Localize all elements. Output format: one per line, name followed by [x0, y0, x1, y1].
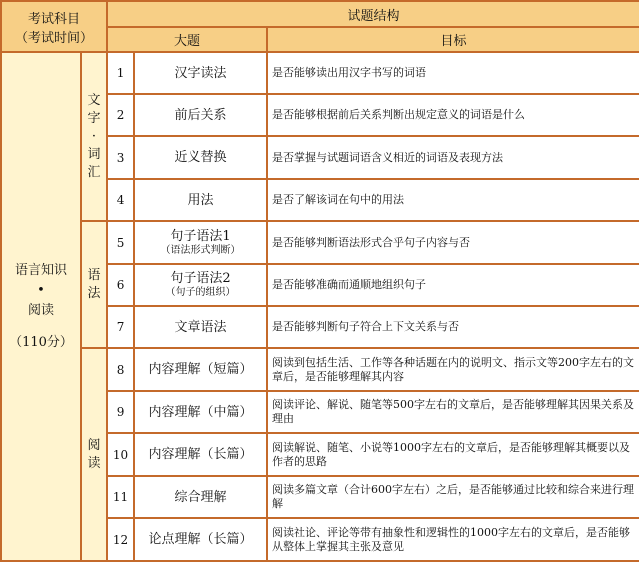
question-number: 3 — [107, 136, 134, 179]
question-name — [134, 476, 267, 518]
question-goal: 是否能够根据前后关系判断出规定意义的词语是什么 — [267, 94, 639, 136]
question-goal: 是否掌握与试题词语含义相近的词语及表现方法 — [267, 136, 639, 179]
question-name-text: 内容理解（长篇） — [148, 447, 253, 462]
question-goal: 是否能够准确而通顺地组织句子 — [267, 264, 639, 306]
subject-name-2: 阅读 — [27, 302, 54, 318]
subject-cell — [1, 52, 81, 561]
question-number: 4 — [107, 179, 134, 221]
question-goal: 是否能够判断语法形式合乎句子内容与否 — [267, 221, 639, 264]
exam-subject-header — [1, 1, 107, 52]
category-reading-label: 阅读 — [87, 437, 101, 471]
category-reading — [81, 348, 107, 561]
question-name-text: 用法 — [187, 192, 214, 208]
question-name — [134, 391, 267, 433]
question-number: 6 — [107, 264, 134, 306]
category-vocab-label: 文字·词汇 — [87, 92, 101, 180]
exam-time-label: （考试时间） — [15, 30, 94, 46]
table-row — [1, 52, 639, 94]
question-name — [134, 433, 267, 476]
question-name — [134, 348, 267, 391]
category-vocab — [81, 52, 107, 221]
question-name-text: 内容理解（中篇） — [148, 404, 253, 420]
question-number: 9 — [107, 391, 134, 433]
question-goal: 阅读到包括生活、工作等各种话题在内的说明文、指示文等200字左右的文章后，是否能够理解其内容 — [267, 348, 639, 391]
exam-subject-label: 考试科目 — [28, 11, 81, 27]
subject-dot: • — [37, 282, 45, 298]
subject-name: 语言知识 — [14, 262, 67, 278]
question-name — [134, 94, 267, 136]
question-number: 1 — [107, 52, 134, 94]
subject-time: （110分） — [9, 334, 73, 350]
question-name — [134, 179, 267, 221]
question-name-text: 汉字读法 — [174, 65, 227, 81]
question-goal: 是否了解该词在句中的用法 — [267, 179, 639, 221]
question-number: 10 — [107, 433, 134, 476]
question-name-text: 近义替换 — [174, 150, 227, 165]
question-name-text: 文章语法 — [174, 319, 227, 335]
question-goal: 阅读多篇文章（合计600字左右）之后，是否能够通过比较和综合来进行理解 — [267, 476, 639, 518]
question-name — [134, 306, 267, 348]
question-name-sub: （语法形式判断） — [160, 244, 241, 256]
question-name-text: 前后关系 — [174, 107, 227, 123]
category-grammar — [81, 221, 107, 348]
question-name — [134, 518, 267, 561]
table-row — [1, 348, 639, 391]
question-name-text: 句子语法1 — [170, 228, 231, 244]
question-name — [134, 264, 267, 306]
question-name-text: 综合理解 — [174, 489, 227, 505]
question-name — [134, 136, 267, 179]
structure-header: 试题结构 — [107, 1, 639, 27]
question-name — [134, 221, 267, 264]
question-goal: 阅读评论、解说、随笔等500字左右的文章后，是否能够理解其因果关系及理由 — [267, 391, 639, 433]
question-type-header: 大题 — [107, 27, 267, 52]
question-goal: 阅读社论、评论等带有抽象性和逻辑性的1000字左右的文章后，是否能够从整体上掌握其主张及意见 — [267, 518, 639, 561]
question-number: 11 — [107, 476, 134, 518]
question-name-sub: （句子的组织） — [165, 287, 236, 298]
question-goal: 是否能够读出用汉字书写的词语 — [267, 52, 639, 94]
table-row — [1, 221, 639, 264]
category-grammar-label: 语法 — [87, 267, 101, 301]
goal-header: 目标 — [267, 27, 639, 52]
question-number: 5 — [107, 221, 134, 264]
header-row-1 — [1, 1, 639, 27]
question-number: 2 — [107, 94, 134, 136]
question-number: 12 — [107, 518, 134, 561]
question-goal: 阅读解说、随笔、小说等1000字左右的文章后，是否能够理解其概要以及作者的思路 — [267, 433, 639, 476]
question-name-text: 论点理解（长篇） — [148, 532, 253, 547]
question-number: 8 — [107, 348, 134, 391]
question-number: 7 — [107, 306, 134, 348]
question-name — [134, 52, 267, 94]
question-name-text: 句子语法2 — [170, 271, 231, 286]
question-goal: 是否能够判断句子符合上下文关系与否 — [267, 306, 639, 348]
question-name-text: 内容理解（短篇） — [148, 362, 253, 377]
